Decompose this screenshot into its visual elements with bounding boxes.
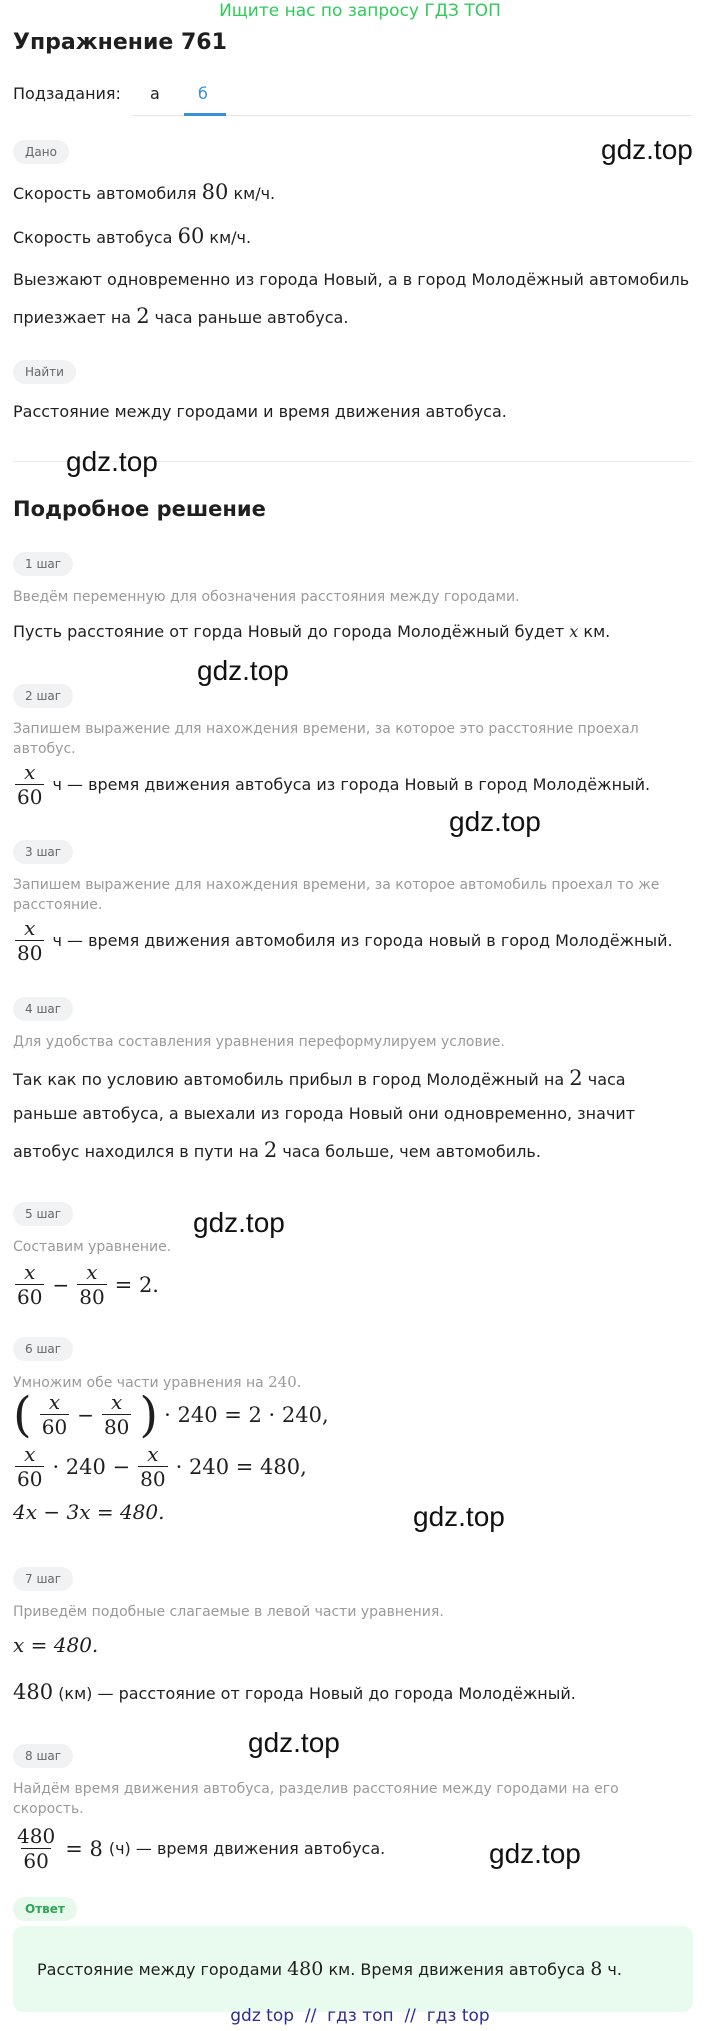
step-8-text: (ч) — время движения автобуса. bbox=[108, 1839, 386, 1858]
step-5-fraction-2 bbox=[77, 1260, 106, 1309]
answer-text-b: км. Время движения автобуса bbox=[328, 1960, 586, 1979]
step-2-numerator: x bbox=[24, 760, 36, 784]
step-3-hint: Запишем выражение для нахождения времени, за которое автомобиль проехал то же расстояние. bbox=[13, 877, 660, 913]
active-tab-indicator bbox=[184, 113, 226, 116]
subtasks-label: Подзадания: bbox=[13, 84, 121, 103]
step-3-numerator: x bbox=[24, 916, 36, 940]
step-5-chip: 5 шаг bbox=[13, 1202, 73, 1226]
step-4-line-1-num: 2 bbox=[569, 1066, 583, 1090]
step-7-hint: Приведём подобные слагаемые в левой части уравнения. bbox=[13, 1604, 444, 1620]
step-1-hint: Введём переменную для обозначения расстояния между городами. bbox=[13, 589, 520, 605]
step-1-chip: 1 шаг bbox=[13, 552, 73, 576]
step-6-hint-num: 240. bbox=[268, 1373, 302, 1391]
step-3-expression bbox=[13, 916, 673, 965]
answer-text-c: ч. bbox=[607, 1960, 622, 1979]
step-2-chip: 2 шаг bbox=[13, 684, 73, 708]
tab-b[interactable]: б bbox=[198, 84, 208, 103]
step-5-minus: − bbox=[52, 1272, 70, 1297]
step-7-chip: 7 шаг bbox=[13, 1567, 73, 1591]
watermark: gdz.top bbox=[489, 1838, 581, 1869]
step-7-result-num: 480 bbox=[13, 1680, 54, 1704]
step-8-expression bbox=[13, 1824, 385, 1873]
find-text: Расстояние между городами и время движения автобуса. bbox=[13, 402, 507, 421]
step-6-eq1-numerator-1: x bbox=[48, 1390, 61, 1414]
step-6-eq1-denominator-2: 80 bbox=[103, 1415, 130, 1439]
step-6-eq1-fraction-1 bbox=[40, 1390, 69, 1439]
step-6-eq1-denominator-1: 60 bbox=[41, 1415, 68, 1439]
step-5-denominator-2: 80 bbox=[79, 1285, 105, 1309]
given-line-4 bbox=[13, 298, 703, 336]
step-6-eq2-fraction-1 bbox=[15, 1442, 44, 1491]
tab-a[interactable]: а bbox=[150, 84, 160, 103]
answer-text-a: Расстояние между городами bbox=[37, 1960, 282, 1979]
given-line-4-text-b: часа раньше автобуса. bbox=[154, 308, 349, 327]
answer-box bbox=[13, 1926, 693, 2012]
step-6-eq2-denominator-2: 80 bbox=[140, 1467, 166, 1491]
watermark: gdz.top bbox=[248, 1727, 340, 1758]
step-8-chip: 8 шаг bbox=[13, 1744, 73, 1768]
step-8-eq: = 8 bbox=[65, 1836, 103, 1861]
step-4-line-3-text-b: часа больше, чем автомобиль. bbox=[282, 1142, 541, 1161]
step-6-eq2-denominator-1: 60 bbox=[17, 1467, 43, 1491]
step-4-chip: 4 шаг bbox=[13, 997, 73, 1021]
given-chip: Дано bbox=[13, 140, 69, 164]
step-4-line-3-num: 2 bbox=[263, 1138, 278, 1162]
watermark: gdz.top bbox=[413, 1501, 505, 1532]
answer-num-1: 480 bbox=[287, 1958, 324, 1980]
find-chip: Найти bbox=[13, 360, 76, 384]
step-6-eq2-numerator-1: x bbox=[24, 1442, 36, 1466]
step-6-eq1-rhs: · 240 = 2 · 240, bbox=[164, 1402, 329, 1427]
given-line-3: Выезжают одновременно из города Новый, а в город Молодёжный автомобиль bbox=[13, 270, 690, 289]
given-line-1 bbox=[13, 174, 703, 212]
given-line-4-num: 2 bbox=[136, 304, 150, 328]
step-4-line-1-text-a: Так как по условию автомобиль прибыл в город Молодёжный на bbox=[13, 1070, 565, 1089]
step-6-open-paren: ( bbox=[13, 1386, 32, 1443]
step-5-fraction-1 bbox=[15, 1260, 44, 1309]
step-6-eq2-rhs: · 240 = 480, bbox=[175, 1454, 307, 1479]
page-title: Упражнение 761 bbox=[13, 30, 227, 55]
watermark: gdz.top bbox=[66, 446, 158, 477]
step-8-fraction bbox=[15, 1824, 57, 1873]
answer-text bbox=[37, 1958, 622, 1980]
step-7-equation: x = 480. bbox=[13, 1633, 99, 1657]
step-2-fraction bbox=[15, 760, 44, 809]
step-6-equation-1 bbox=[13, 1386, 329, 1443]
watermark: gdz.top bbox=[601, 134, 693, 165]
given-line-2 bbox=[13, 218, 703, 256]
watermark: gdz.top bbox=[197, 655, 289, 686]
given-line-2-num: 60 bbox=[177, 224, 205, 248]
step-6-chip: 6 шаг bbox=[13, 1337, 73, 1361]
step-6-eq1-numerator-2: x bbox=[111, 1390, 123, 1414]
given-line-2-text-a: Скорость автобуса bbox=[13, 228, 173, 247]
footer-links[interactable]: gdz top // гдз топ // гдз top bbox=[230, 2006, 490, 2026]
watermark: gdz.top bbox=[193, 1207, 285, 1238]
given-line-1-text-a: Скорость автомобиля bbox=[13, 184, 197, 203]
given-line-4-text-a: приезжает на bbox=[13, 308, 132, 327]
step-7-result-text: (км) — расстояние от города Новый до города Молодёжный. bbox=[58, 1684, 576, 1703]
step-5-rhs: = 2. bbox=[114, 1272, 159, 1297]
step-6-equation-2 bbox=[13, 1442, 307, 1491]
step-5-hint: Составим уравнение. bbox=[13, 1239, 172, 1255]
step-4-line-1 bbox=[13, 1060, 703, 1098]
given-line-1-num: 80 bbox=[201, 180, 229, 204]
step-6-eq2-fraction-2 bbox=[138, 1442, 167, 1491]
step-6-eq1-minus: − bbox=[77, 1402, 94, 1427]
step-6-eq1-fraction-2 bbox=[102, 1390, 131, 1439]
solution-title: Подробное решение bbox=[13, 497, 266, 521]
step-8-hint: Найдём время движения автобуса, разделив расстояние между городами на его скорость. bbox=[13, 1781, 619, 1817]
step-1-text-b: км. bbox=[583, 622, 611, 641]
answer-chip: Ответ bbox=[13, 1897, 77, 1921]
step-4-line-2: раньше автобуса, а выехали из города Новый они одновременно, значит bbox=[13, 1104, 636, 1123]
step-7-result bbox=[13, 1674, 703, 1712]
step-4-line-3-text-a: автобус находился в пути на bbox=[13, 1142, 259, 1161]
step-2-denominator: 60 bbox=[17, 785, 43, 809]
step-2-text: ч — время движения автобуса из города Новый в город Молодёжный. bbox=[52, 775, 651, 794]
promo-banner[interactable]: Ищите нас по запросу ГДЗ ТОП bbox=[219, 1, 501, 21]
step-5-denominator-1: 60 bbox=[17, 1285, 43, 1309]
step-5-equation bbox=[13, 1260, 159, 1309]
given-line-1-text-b: км/ч. bbox=[233, 184, 276, 203]
step-6-close-paren: ) bbox=[139, 1386, 159, 1443]
step-3-chip: 3 шаг bbox=[13, 840, 73, 864]
step-5-numerator-1: x bbox=[24, 1260, 36, 1284]
step-8-numerator: 480 bbox=[17, 1824, 56, 1848]
step-3-denominator: 80 bbox=[17, 941, 43, 965]
step-2-hint: Запишем выражение для нахождения времени, за которое это расстояние проехал автобус. bbox=[13, 721, 639, 757]
watermark: gdz.top bbox=[449, 806, 541, 837]
step-3-text: ч — время движения автомобиля из города новый в город Молодёжный. bbox=[52, 931, 673, 950]
step-6-eq2-mid: · 240 − bbox=[52, 1454, 131, 1479]
step-4-line-1-text-b: часа bbox=[587, 1070, 626, 1089]
step-1-var: x bbox=[569, 622, 579, 641]
step-1-text bbox=[13, 614, 703, 650]
step-3-fraction bbox=[15, 916, 44, 965]
step-1-text-a: Пусть расстояние от горда Новый до города Молодёжный будет bbox=[13, 622, 565, 641]
step-2-expression bbox=[13, 760, 650, 809]
step-6-eq2-numerator-2: x bbox=[147, 1442, 159, 1466]
answer-num-2: 8 bbox=[590, 1958, 603, 1980]
step-8-denominator: 60 bbox=[23, 1849, 49, 1873]
step-6-equation-3: 4x − 3x = 480. bbox=[13, 1500, 165, 1524]
step-5-numerator-2: x bbox=[86, 1260, 98, 1284]
step-4-hint: Для удобства составления уравнения переформулируем условие. bbox=[13, 1034, 505, 1050]
given-line-2-text-b: км/ч. bbox=[209, 228, 252, 247]
step-6-hint-text: Умножим обе части уравнения на bbox=[13, 1375, 264, 1391]
step-4-line-3 bbox=[13, 1132, 703, 1170]
